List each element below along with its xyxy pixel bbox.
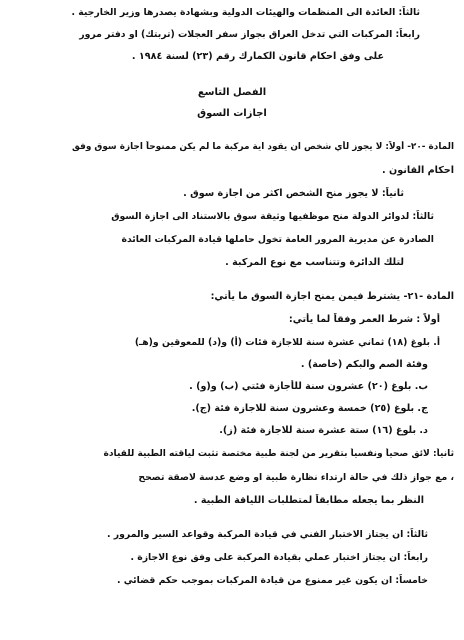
text-line: ج. بلوغ (٢٥) خمسة وعشرون سنة للاجازة فئة (ج). bbox=[191, 403, 428, 414]
text-line: أولاً : شرط العمر وفقاً لما يأتي: bbox=[288, 314, 440, 325]
text-line: د. بلوغ (١٦) ستة عشرة سنة للاجازة فئة (ز). bbox=[219, 425, 428, 436]
text-line: رابعاً: المركبات التي تدخل العراق بجواز سفر العجلات (تربتك) او دفتر مرور bbox=[79, 29, 420, 40]
text-line: احكام القانون . bbox=[382, 165, 454, 176]
text-line: الصادرة عن مديرية المرور العامة تخول حاملها قيادة المركبات العائدة bbox=[121, 234, 434, 245]
text-line: النظر بما يجعله مطابقاً لمتطلبات اللياقة الطبية . bbox=[193, 495, 424, 506]
text-line: ثالثاً: لدوائر الدولة منح موظفيها وثيقة سوق بالاستناد الى اجازة السوق bbox=[111, 211, 434, 222]
chapter-title: الفصل التاسع bbox=[197, 87, 267, 98]
text-line: لتلك الدائرة وتتناسب مع نوع المركبة . bbox=[225, 257, 404, 268]
text-line: ثانياً: لائق صحياً ونفسياً بتقرير من لجنة طبية مختصة تثبت لياقته الطبية للقيادة bbox=[103, 449, 454, 459]
text-line: ثالثاً: ان يجتاز الاختبار الفني في قيادة المركبة وقواعد السير والمرور . bbox=[107, 529, 428, 540]
article-20-heading: المادة -٢٠- أولاً: لا يجوز لأي شخص ان يقود اية مركبة ما لم يكن ممنوحاً اجازة سوق وفق bbox=[72, 142, 454, 152]
text-line: ب. بلوغ (٢٠) عشرون سنة للأجازة فئتي (ب) و(و) . bbox=[189, 381, 428, 392]
article-21-heading: المادة -٢١- يشترط فيمن يمنح اجازة السوق ما يأتي: bbox=[210, 291, 454, 302]
text-line: ثانياً: لا يجوز منح الشخص اكثر من اجازة سوق . bbox=[183, 188, 404, 199]
text-line: على وفق احكام قانون الكمارك رقم (٢٣) لسنة ١٩٨٤ . bbox=[131, 51, 384, 62]
chapter-subtitle: اجازات السوق bbox=[197, 108, 267, 119]
text-line: وفئة الصم والبكم (خاصة) . bbox=[300, 359, 428, 370]
text-line: خامساً: ان يكون غير ممنوع من قيادة المركبات بموجب حكم قضائي . bbox=[116, 575, 428, 586]
text-line: ، مع جواز ذلك في حالة ارتداء نظارة طبية او وضع عدسة لاصقة تصحح bbox=[138, 472, 454, 483]
text-line: ثالثاً: العائدة الى المنظمات والهيئات الدولية وبشهادة يصدرها وزير الخارجية . bbox=[71, 7, 420, 18]
text-line: أ. بلوغ (١٨) ثماني عشرة سنة للاجازة فئات (أ) و(د) للمعوقين و(هـ) bbox=[134, 337, 440, 348]
text-line: رابعاً: ان يجتاز اختبار عملي بقيادة المركبة على وفق نوع الاجازة . bbox=[130, 552, 428, 563]
